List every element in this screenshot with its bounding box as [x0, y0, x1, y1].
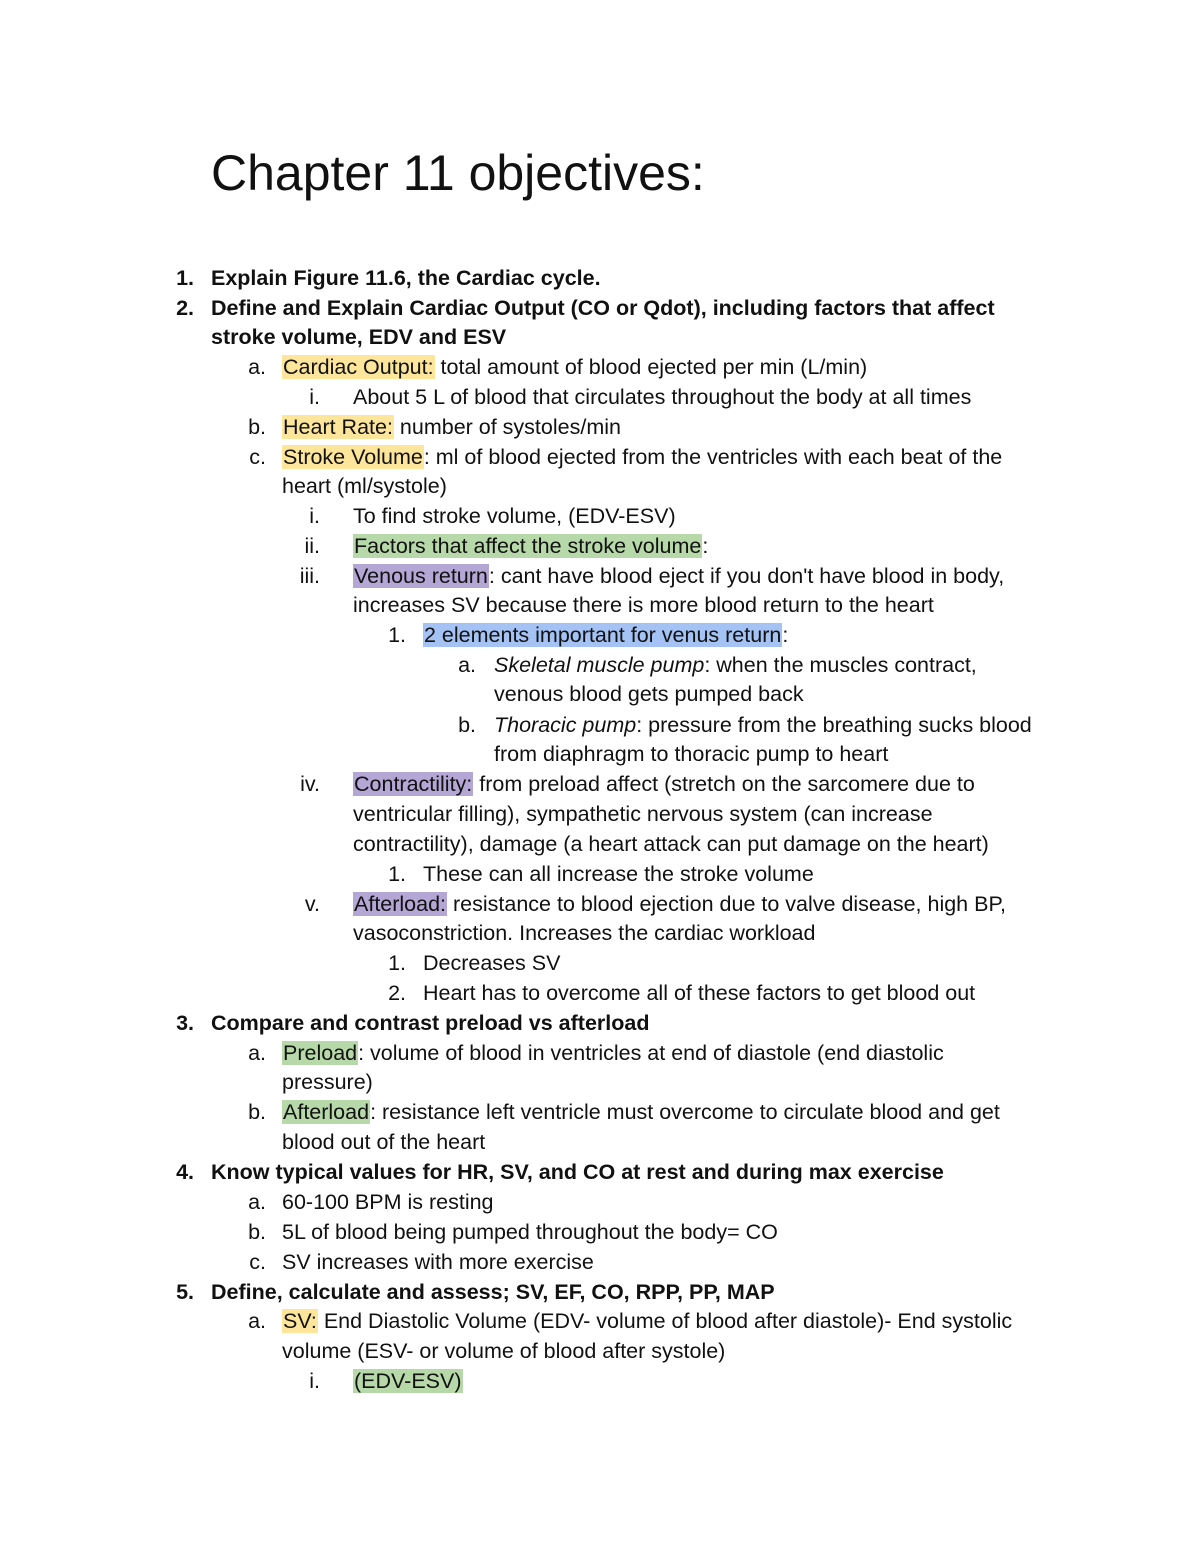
list-marker: 1. — [388, 862, 406, 886]
highlighted-term: (EDV-ESV) — [354, 1369, 462, 1393]
list-marker: i. — [309, 1369, 320, 1393]
list-item: Afterload: resistance left ventricle must overcome to circulate blood and get — [283, 1100, 1000, 1124]
list-item: Heart has to overcome all of these factors to get blood out — [423, 981, 976, 1005]
page-title: Chapter 11 objectives: — [211, 145, 705, 201]
list-marker: 1. — [388, 623, 406, 647]
list-marker: a. — [248, 355, 266, 379]
list-item: Thoracic pump: pressure from the breathing sucks blood — [494, 713, 1032, 737]
highlighted-term: Afterload — [283, 1100, 370, 1124]
highlighted-term: Preload — [283, 1041, 358, 1065]
list-item-continued: contractility), damage (a heart attack can put damage on the heart) — [353, 832, 989, 856]
list-item: Decreases SV — [423, 951, 561, 975]
list-item: Contractility: from preload affect (stretch on the sarcomere due to — [354, 772, 975, 796]
list-marker: c. — [249, 445, 266, 469]
list-item: To find stroke volume, (EDV-ESV) — [353, 504, 676, 528]
list-item-continued: heart (ml/systole) — [282, 474, 447, 498]
objective-2-continued: stroke volume, EDV and ESV — [211, 325, 507, 349]
objective-2: Define and Explain Cardiac Output (CO or Qdot), including factors that affect — [211, 296, 995, 320]
list-item-continued: volume (ESV- or volume of blood after systole) — [282, 1339, 726, 1363]
italic-term: Thoracic pump — [494, 713, 637, 737]
highlighted-term: Venous return — [354, 564, 488, 588]
list-item: Afterload: resistance to blood ejection due to valve disease, high BP, — [354, 892, 1006, 916]
list-marker: iii. — [299, 564, 320, 588]
list-marker: b. — [248, 1220, 266, 1244]
list-item-continued: increases SV because there is more blood return to the heart — [353, 593, 934, 617]
list-marker: b. — [248, 1100, 266, 1124]
list-item: Skeletal muscle pump: when the muscles contract, — [494, 653, 977, 677]
highlighted-term: 2 elements important for venus return — [424, 623, 782, 647]
list-item-continued: ventricular filling), sympathetic nervous system (can increase — [353, 802, 933, 826]
list-item: About 5 L of blood that circulates throughout the body at all times — [353, 385, 972, 409]
list-item: SV: End Diastolic Volume (EDV- volume of blood after diastole)- End systolic — [283, 1309, 1013, 1333]
objective-3: Compare and contrast preload vs afterload — [211, 1011, 650, 1035]
objective-5: Define, calculate and assess; SV, EF, CO, RPP, PP, MAP — [211, 1280, 775, 1304]
list-item-continued: vasoconstriction. Increases the cardiac workload — [353, 921, 816, 945]
list-marker: 2. — [176, 296, 194, 320]
highlighted-term: Afterload: — [354, 892, 447, 916]
objective-4: Know typical values for HR, SV, and CO at rest and during max exercise — [211, 1160, 944, 1184]
list-item-continued: from diaphragm to thoracic pump to heart — [494, 742, 889, 766]
list-marker: i. — [309, 504, 320, 528]
list-item: Cardiac Output: total amount of blood ejected per min (L/min) — [283, 355, 868, 379]
list-item: Venous return: cant have blood eject if you don't have blood in body, — [354, 564, 1005, 588]
objective-1: Explain Figure 11.6, the Cardiac cycle. — [211, 266, 601, 290]
list-marker: a. — [248, 1041, 266, 1065]
list-marker: iv. — [300, 772, 320, 796]
italic-term: Skeletal muscle pump — [494, 653, 705, 677]
list-marker: v. — [304, 892, 320, 916]
list-marker: 4. — [176, 1160, 194, 1184]
list-item: 5L of blood being pumped throughout the body= CO — [282, 1220, 778, 1244]
list-item: SV increases with more exercise — [282, 1250, 594, 1274]
highlighted-term: Factors that affect the stroke volume — [354, 534, 702, 558]
list-item: Stroke Volume: ml of blood ejected from the ventricles with each beat of the — [283, 445, 1003, 469]
list-marker: ii. — [304, 534, 320, 558]
list-marker: 5. — [176, 1280, 194, 1304]
list-item: Preload: volume of blood in ventricles at end of diastole (end diastolic — [283, 1041, 944, 1065]
list-marker: a. — [458, 653, 476, 677]
list-marker: 1. — [176, 266, 194, 290]
list-marker: i. — [309, 385, 320, 409]
highlighted-term: Contractility: — [354, 772, 473, 796]
list-marker: a. — [248, 1190, 266, 1214]
list-marker: b. — [248, 415, 266, 439]
highlighted-term: SV: — [283, 1309, 317, 1333]
list-item: Heart Rate: number of systoles/min — [283, 415, 621, 439]
list-item-continued: pressure) — [282, 1070, 373, 1094]
highlighted-term: Cardiac Output: — [283, 355, 434, 379]
list-marker: b. — [458, 713, 476, 737]
list-item: Factors that affect the stroke volume: — [354, 534, 709, 558]
list-marker: a. — [248, 1309, 266, 1333]
list-item: These can all increase the stroke volume — [423, 862, 814, 886]
list-item-continued: venous blood gets pumped back — [494, 682, 804, 706]
list-item: 2 elements important for venus return: — [424, 623, 789, 647]
highlighted-term: Stroke Volume — [283, 445, 423, 469]
list-item-continued: blood out of the heart — [282, 1130, 486, 1154]
highlighted-term: Heart Rate: — [283, 415, 393, 439]
list-marker: 3. — [176, 1011, 194, 1035]
list-item — [353, 1367, 463, 1397]
list-marker: 1. — [388, 951, 406, 975]
list-marker: c. — [249, 1250, 266, 1274]
list-marker: 2. — [388, 981, 406, 1005]
list-item: 60-100 BPM is resting — [282, 1190, 494, 1214]
